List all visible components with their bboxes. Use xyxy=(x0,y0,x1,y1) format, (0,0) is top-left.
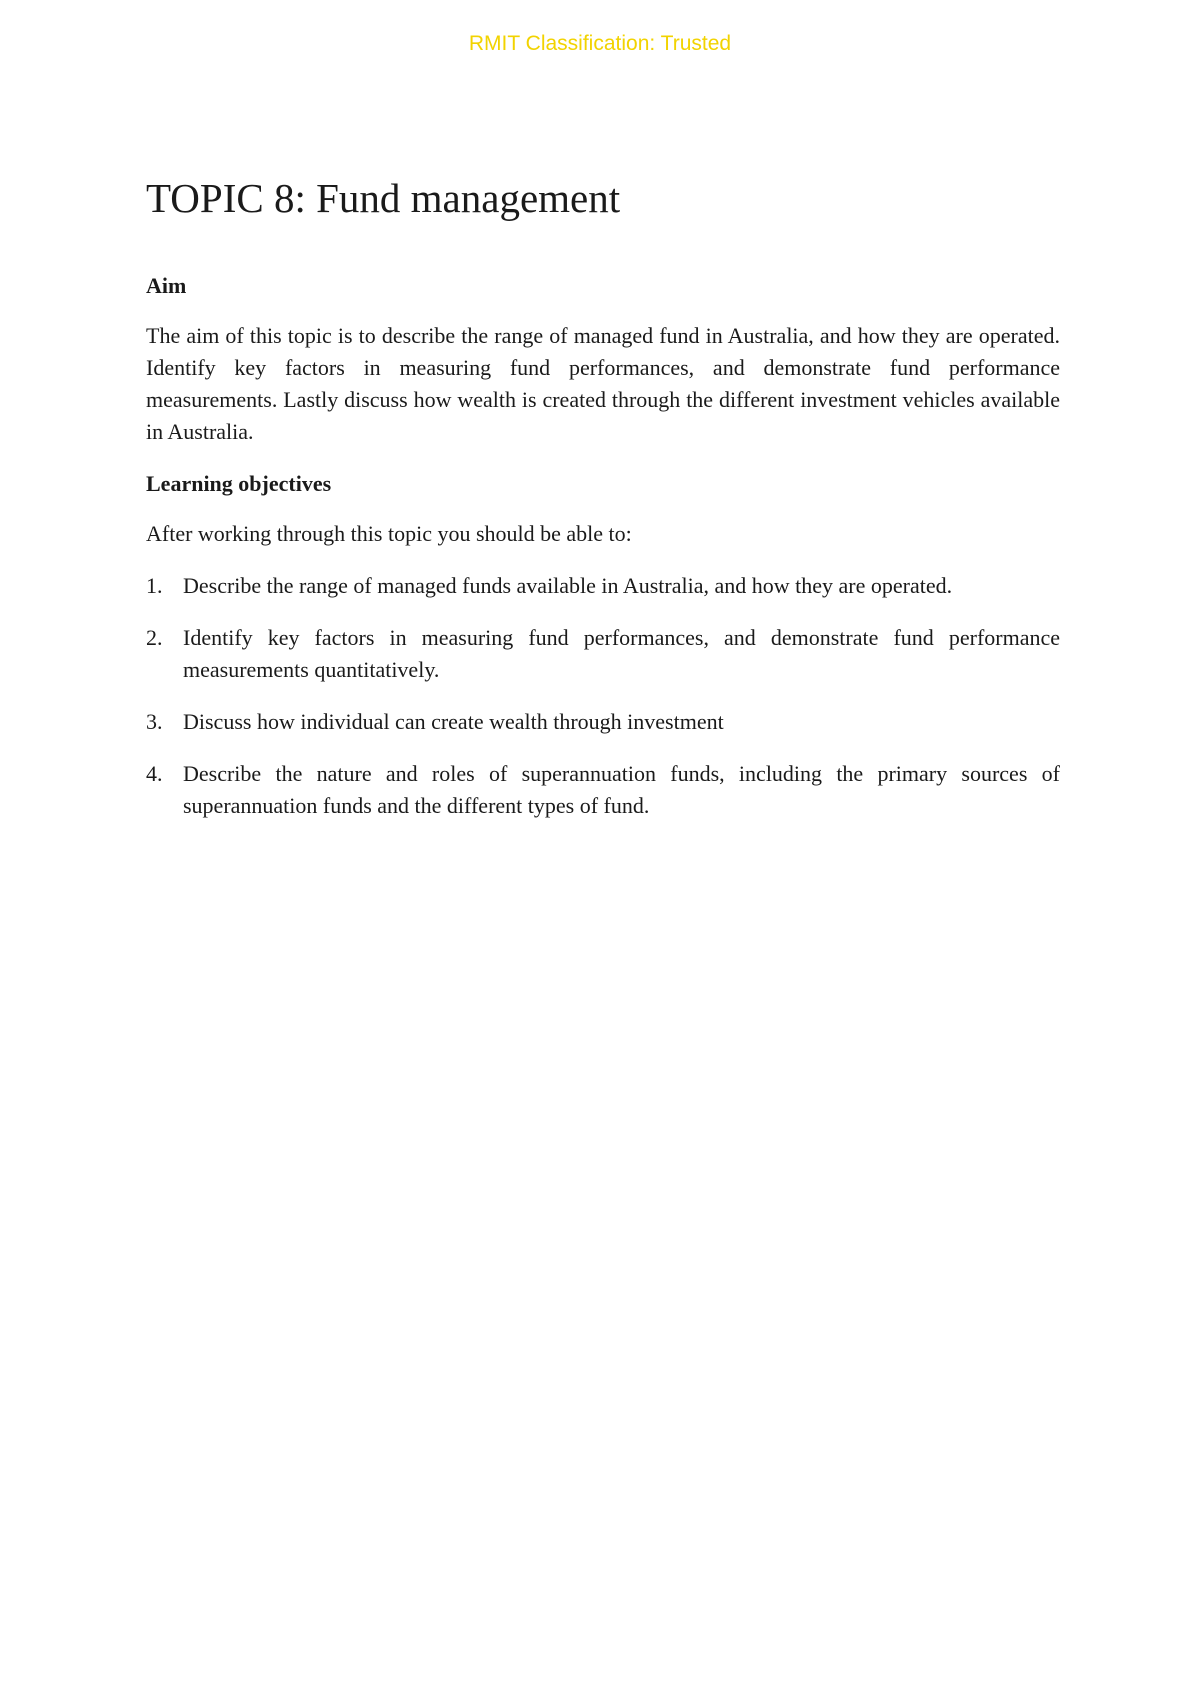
page-title: TOPIC 8: Fund management xyxy=(146,175,621,221)
objective-text: Discuss how individual can create wealth through investment xyxy=(183,709,724,734)
objectives-list xyxy=(146,570,1060,822)
aim-paragraph: The aim of this topic is to describe the range of managed fund in Australia, and how they are operated. Identify key factors in measuring fund performances, and demonstrate fund performance measurements. Lastly discuss how wealth is created through the different investment vehicles available in Australia. xyxy=(146,323,1060,444)
learning-objectives-heading: Learning objectives xyxy=(146,471,332,496)
objectives-intro: After working through this topic you should be able to: xyxy=(146,521,632,546)
objective-number: 1. xyxy=(146,573,163,598)
objective-number: 3. xyxy=(146,709,163,734)
objective-text: Describe the range of managed funds available in Australia, and how they are operated. xyxy=(183,573,953,598)
objective-text: Describe the nature and roles of superannuation funds, including the primary sources of superannuation funds and the different types of fund. xyxy=(183,761,1060,818)
objective-number: 2. xyxy=(146,625,163,650)
page-content xyxy=(146,170,1060,842)
objective-item xyxy=(146,622,1060,686)
objective-number: 4. xyxy=(146,761,163,786)
classification-label: RMIT Classification: Trusted xyxy=(468,32,732,55)
objective-item xyxy=(146,758,1060,822)
aim-heading: Aim xyxy=(146,273,187,298)
objective-item xyxy=(146,570,1060,602)
objective-text: Identify key factors in measuring fund performances, and demonstrate fund performance measurements quantitatively. xyxy=(183,625,1060,682)
objective-item xyxy=(146,706,1060,738)
